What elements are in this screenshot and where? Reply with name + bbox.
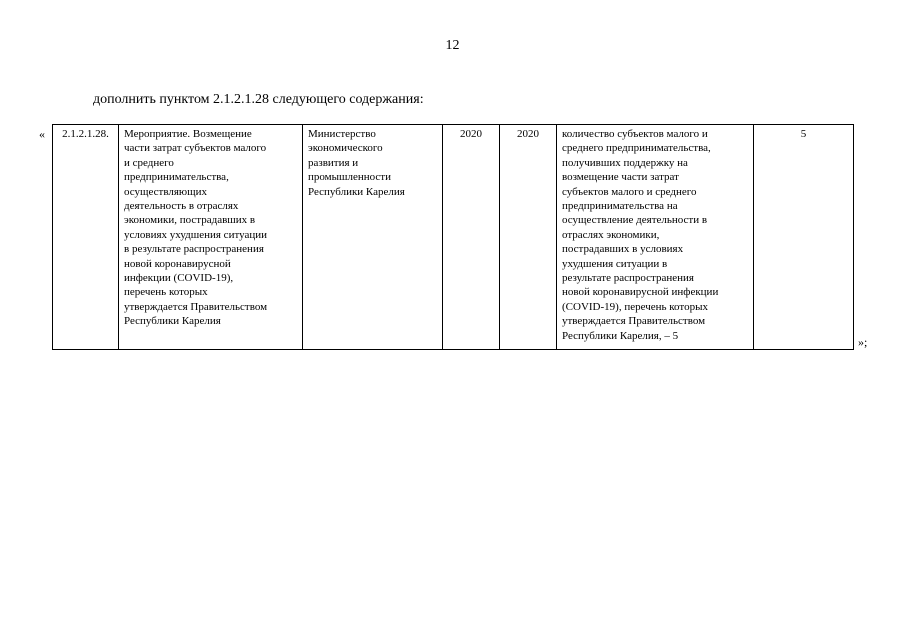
start-year-cell: 2020 (443, 125, 500, 350)
indicator-cell: количество субъектов малого и среднего предпринимательства, получивших поддержку на возмещение части затрат субъектов малого и среднего предпринимательства на осуществление деятельности в отраслях экономики, пострадавших в условиях ухудшения ситуации в результате распространения новой коронавирусной инфекции (COVID-19), перечень которых утверждается Правительством Республики Карелия, – 5 (557, 125, 754, 350)
page-number: 12 (445, 38, 460, 53)
opening-quote: « (39, 127, 45, 141)
value-cell: 5 (754, 125, 854, 350)
intro-text: дополнить пунктом 2.1.2.1.28 следующего содержания: (93, 92, 424, 107)
activity-cell: Мероприятие. Возмещение части затрат субъектов малого и среднего предпринимательства, осуществляющих деятельность в отраслях экономики, пострадавших в условиях ухудшения ситуации в результате распространения новой коронавирусной инфекции (COVID-19), перечень которых утверждается Правительством Республики Карелия (119, 125, 303, 350)
item-number-cell: 2.1.2.1.28. (53, 125, 119, 350)
table-row (53, 125, 854, 350)
closing-quote: »; (858, 335, 868, 349)
end-year-cell: 2020 (500, 125, 557, 350)
executor-cell: Министерство экономического развития и промышленности Республики Карелия (303, 125, 443, 350)
plan-table (52, 124, 854, 350)
